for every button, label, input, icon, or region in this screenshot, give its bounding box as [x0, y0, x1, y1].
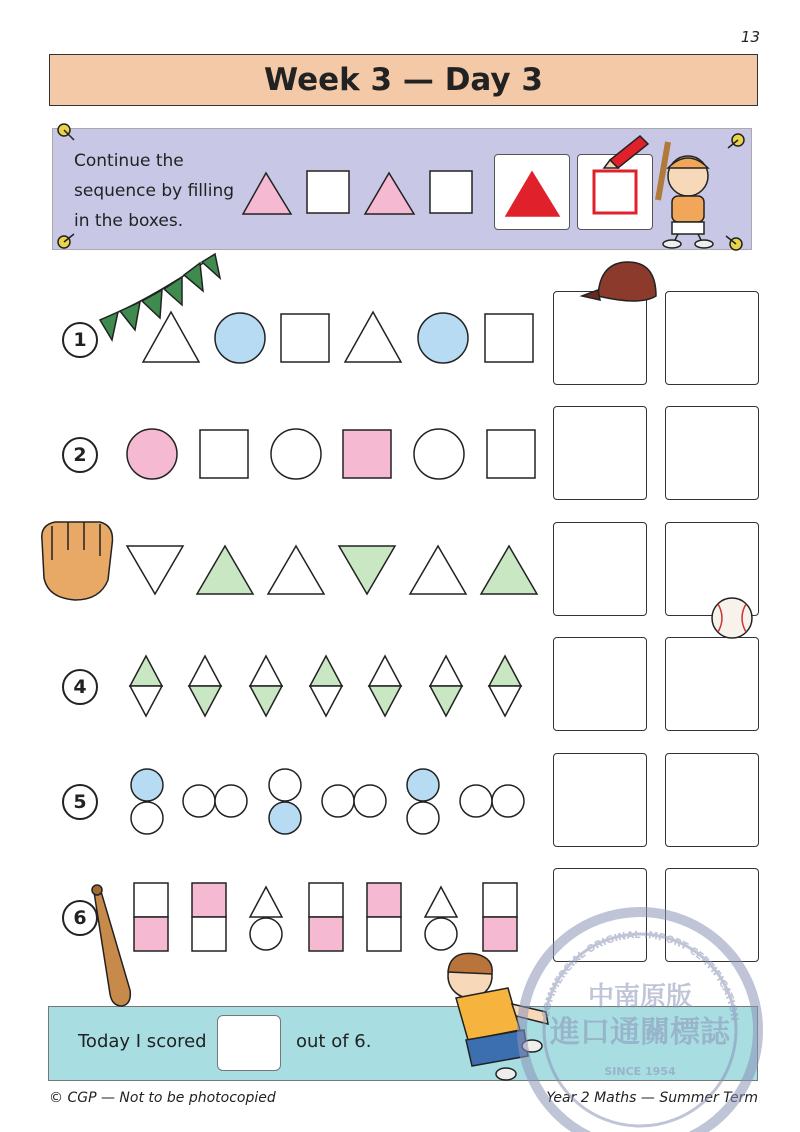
example-white-square — [307, 171, 349, 213]
baseball-glove-icon — [42, 522, 113, 600]
q4-diamond-bottom-white — [130, 686, 162, 716]
question-number-1: 1 — [62, 322, 98, 358]
q2-pink-square — [343, 430, 391, 478]
q4-diamond-top-white — [430, 656, 462, 686]
example-white-square — [430, 171, 472, 213]
q2-pink-circle — [127, 429, 177, 479]
q6-pink-square-bottom — [309, 917, 343, 951]
watermark-arc-text: COMMERCIAL ORIGINAL IMPORT CERTIFICATION — [540, 929, 740, 1022]
q3-green-triangle-up — [197, 546, 253, 594]
q1-blue-circle — [418, 313, 468, 363]
q3-white-triangle-up — [410, 546, 466, 594]
baseball-helmet-icon — [582, 262, 656, 301]
q4-diamond-top-green — [310, 656, 342, 686]
q4-diamond-bottom-white — [310, 686, 342, 716]
q5-white-circle-left — [322, 785, 354, 817]
watermark-text-2: 進口通關標誌 — [550, 1015, 730, 1050]
score-prefix: Today I scored — [78, 1031, 207, 1052]
q4-diamond-top-white — [250, 656, 282, 686]
q5-blue-circle-bottom — [269, 802, 301, 834]
footer-course: Year 2 Maths — Summer Term — [546, 1090, 758, 1106]
q5-white-circle-bottom — [131, 802, 163, 834]
q6-white-square-top — [483, 883, 517, 917]
q5-white-circle-top — [269, 769, 301, 801]
question-number-4: 4 — [62, 669, 98, 705]
q1-white-triangle — [143, 312, 199, 362]
q4-diamond-top-green — [130, 656, 162, 686]
q1-white-triangle — [345, 312, 401, 362]
q6-white-square-top — [309, 883, 343, 917]
pin-icon — [728, 134, 744, 148]
q4-diamond-top-white — [189, 656, 221, 686]
bunting-decoration — [100, 254, 220, 340]
q3-green-triangle-up — [481, 546, 537, 594]
score-suffix: out of 6. — [296, 1031, 372, 1052]
question-number-6: 6 — [62, 900, 98, 936]
page-title: Week 3 — Day 3 — [264, 62, 543, 98]
pin-icon — [58, 124, 74, 140]
instruction-line-2: sequence by filling — [74, 181, 235, 201]
q5-white-circle-bottom — [407, 802, 439, 834]
q6-white-square-top — [134, 883, 168, 917]
instruction-line-1: Continue the — [74, 151, 184, 171]
q6-white-square-bottom — [192, 917, 226, 951]
example-pink-triangle — [365, 173, 414, 214]
question-number-5: 5 — [62, 784, 98, 820]
page-number: 13 — [740, 28, 760, 46]
q3-green-triangle-down — [339, 546, 395, 594]
q6-white-triangle-top — [425, 887, 457, 917]
baseball-icon — [712, 598, 752, 638]
q1-blue-circle — [215, 313, 265, 363]
q5-blue-circle-top — [407, 769, 439, 801]
q4-diamond-bottom-green — [250, 686, 282, 716]
import-certification-watermark — [522, 912, 758, 1132]
q4-diamond-top-white — [369, 656, 401, 686]
q2-white-square — [200, 430, 248, 478]
q3-white-triangle-down — [127, 546, 183, 594]
q5-white-circle-right — [354, 785, 386, 817]
q6-white-circle-bottom — [250, 918, 282, 950]
q4-diamond-bottom-white — [489, 686, 521, 716]
q2-white-circle — [414, 429, 464, 479]
q2-white-circle — [271, 429, 321, 479]
baseball-player-girl-illustration — [658, 142, 713, 248]
q5-blue-circle-top — [131, 769, 163, 801]
q5-white-circle-right — [215, 785, 247, 817]
q2-white-square — [487, 430, 535, 478]
example-answer-red-square — [594, 171, 636, 213]
question-number-2: 2 — [62, 437, 98, 473]
q6-pink-square-top — [192, 883, 226, 917]
q4-diamond-bottom-green — [369, 686, 401, 716]
q6-pink-square-top — [367, 883, 401, 917]
pencil-icon — [604, 136, 648, 168]
q5-white-circle-right — [492, 785, 524, 817]
watermark-text-1: 中南原版 — [587, 982, 693, 1012]
example-pink-triangle — [243, 173, 291, 214]
q5-white-circle-left — [460, 785, 492, 817]
q6-white-square-bottom — [367, 917, 401, 951]
q4-diamond-bottom-green — [430, 686, 462, 716]
q4-diamond-top-green — [489, 656, 521, 686]
q6-pink-square-bottom — [134, 917, 168, 951]
pin-icon — [58, 234, 74, 248]
pin-icon — [726, 236, 742, 250]
q1-white-square — [485, 314, 533, 362]
q5-white-circle-left — [183, 785, 215, 817]
q1-white-square — [281, 314, 329, 362]
example-answer-red-triangle — [506, 172, 559, 216]
q3-white-triangle-up — [268, 546, 324, 594]
instruction-line-3: in the boxes. — [74, 211, 184, 231]
footer-copyright: © CGP — Not to be photocopied — [49, 1090, 276, 1106]
q6-pink-square-bottom — [483, 917, 517, 951]
q6-white-triangle-top — [250, 887, 282, 917]
watermark-since: SINCE 1954 — [604, 1065, 676, 1078]
baseball-bat-icon — [92, 885, 130, 1006]
q4-diamond-bottom-green — [189, 686, 221, 716]
q6-white-circle-bottom — [425, 918, 457, 950]
